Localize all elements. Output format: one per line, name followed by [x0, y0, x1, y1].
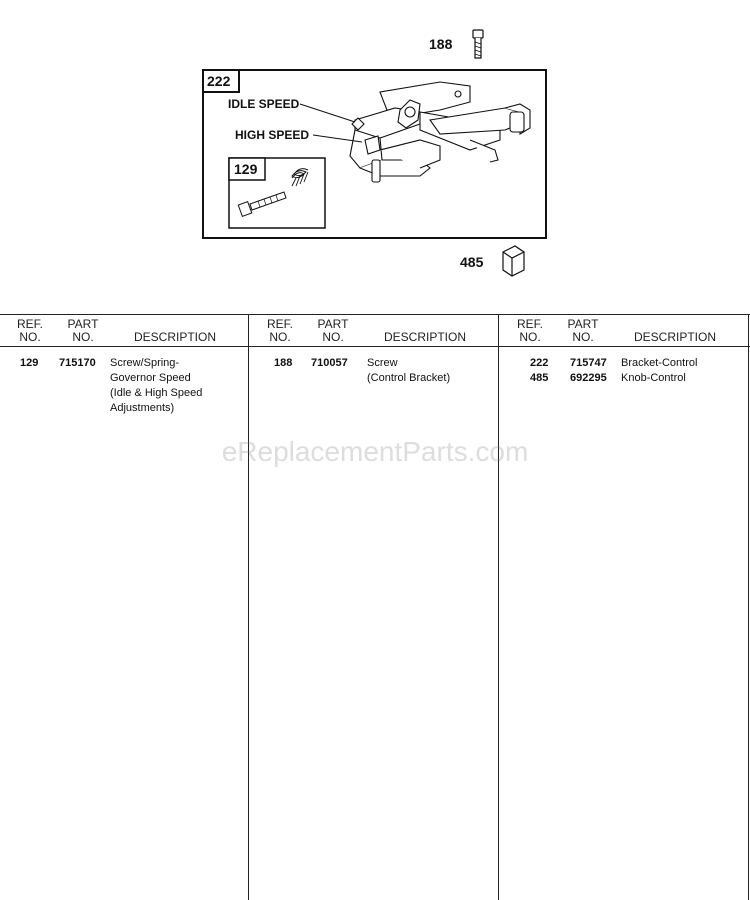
header-ref: [514, 318, 546, 344]
knob-485-drawing: [503, 246, 524, 276]
ref-number: 485: [530, 372, 549, 384]
control-bracket-drawing: [350, 82, 530, 182]
part-number: 715747: [570, 357, 607, 369]
kit-129-number: 129: [234, 161, 258, 177]
header-ref-line1: REF.: [16, 317, 43, 331]
header-description: DESCRIPTION: [134, 330, 217, 344]
description-line: (Control Bracket): [367, 372, 451, 384]
parts-column-3: [500, 314, 750, 900]
high-speed-callout: HIGH SPEED: [235, 128, 310, 142]
header-part-line2: NO.: [322, 330, 344, 344]
parts-list-table: [0, 314, 750, 900]
part-number: 710057: [311, 357, 348, 369]
header-ref-line2: NO.: [269, 330, 291, 344]
spring-drawing: [292, 169, 308, 186]
header-part-line1: PART: [67, 317, 99, 331]
ref-number: 222: [530, 357, 549, 369]
part-description: [367, 356, 450, 386]
header-ref-line1: REF.: [516, 317, 543, 331]
header-ref-line1: REF.: [266, 317, 293, 331]
header-part-line1: PART: [567, 317, 599, 331]
description-line: Screw/Spring-: [110, 357, 180, 369]
parts-column-1: [0, 314, 250, 900]
description-line: Governor Speed: [110, 372, 191, 384]
site-watermark: eReplacementParts.com: [221, 436, 529, 467]
header-ref-line2: NO.: [519, 330, 541, 344]
screw-188-drawing: [473, 30, 483, 58]
ref-label-485: 485: [460, 254, 484, 270]
header-part: [564, 318, 602, 344]
description-line: Knob-Control: [621, 372, 686, 384]
idle-speed-leader: [300, 104, 355, 122]
adjust-screw-drawing: [238, 192, 286, 216]
header-part-line1: PART: [317, 317, 349, 331]
parts-column-2: [250, 314, 500, 900]
header-ref-line2: NO.: [19, 330, 41, 344]
header-description: DESCRIPTION: [634, 330, 717, 344]
exploded-view-drawing: [0, 0, 750, 300]
parts-diagram: [0, 0, 750, 300]
header-ref: [264, 318, 296, 344]
description-line: Screw: [367, 357, 398, 369]
ref-number: 188: [274, 357, 293, 369]
ref-label-188: 188: [429, 36, 453, 52]
header-part-line2: NO.: [72, 330, 94, 344]
part-description: [621, 371, 686, 386]
part-number: 692295: [570, 372, 607, 384]
part-description: [110, 356, 202, 416]
idle-speed-callout: IDLE SPEED: [228, 97, 300, 111]
header-description: DESCRIPTION: [384, 330, 467, 344]
header-part-line2: NO.: [572, 330, 594, 344]
header-part: [64, 318, 102, 344]
part-number: 715170: [59, 357, 96, 369]
description-line: Bracket-Control: [621, 357, 698, 369]
part-description: [621, 356, 697, 371]
header-ref: [14, 318, 46, 344]
description-line: (Idle & High Speed: [110, 387, 203, 399]
header-part: [314, 318, 352, 344]
assembly-222-number: 222: [207, 73, 231, 89]
ref-number: 129: [20, 357, 39, 369]
description-line: Adjustments): [110, 402, 175, 414]
